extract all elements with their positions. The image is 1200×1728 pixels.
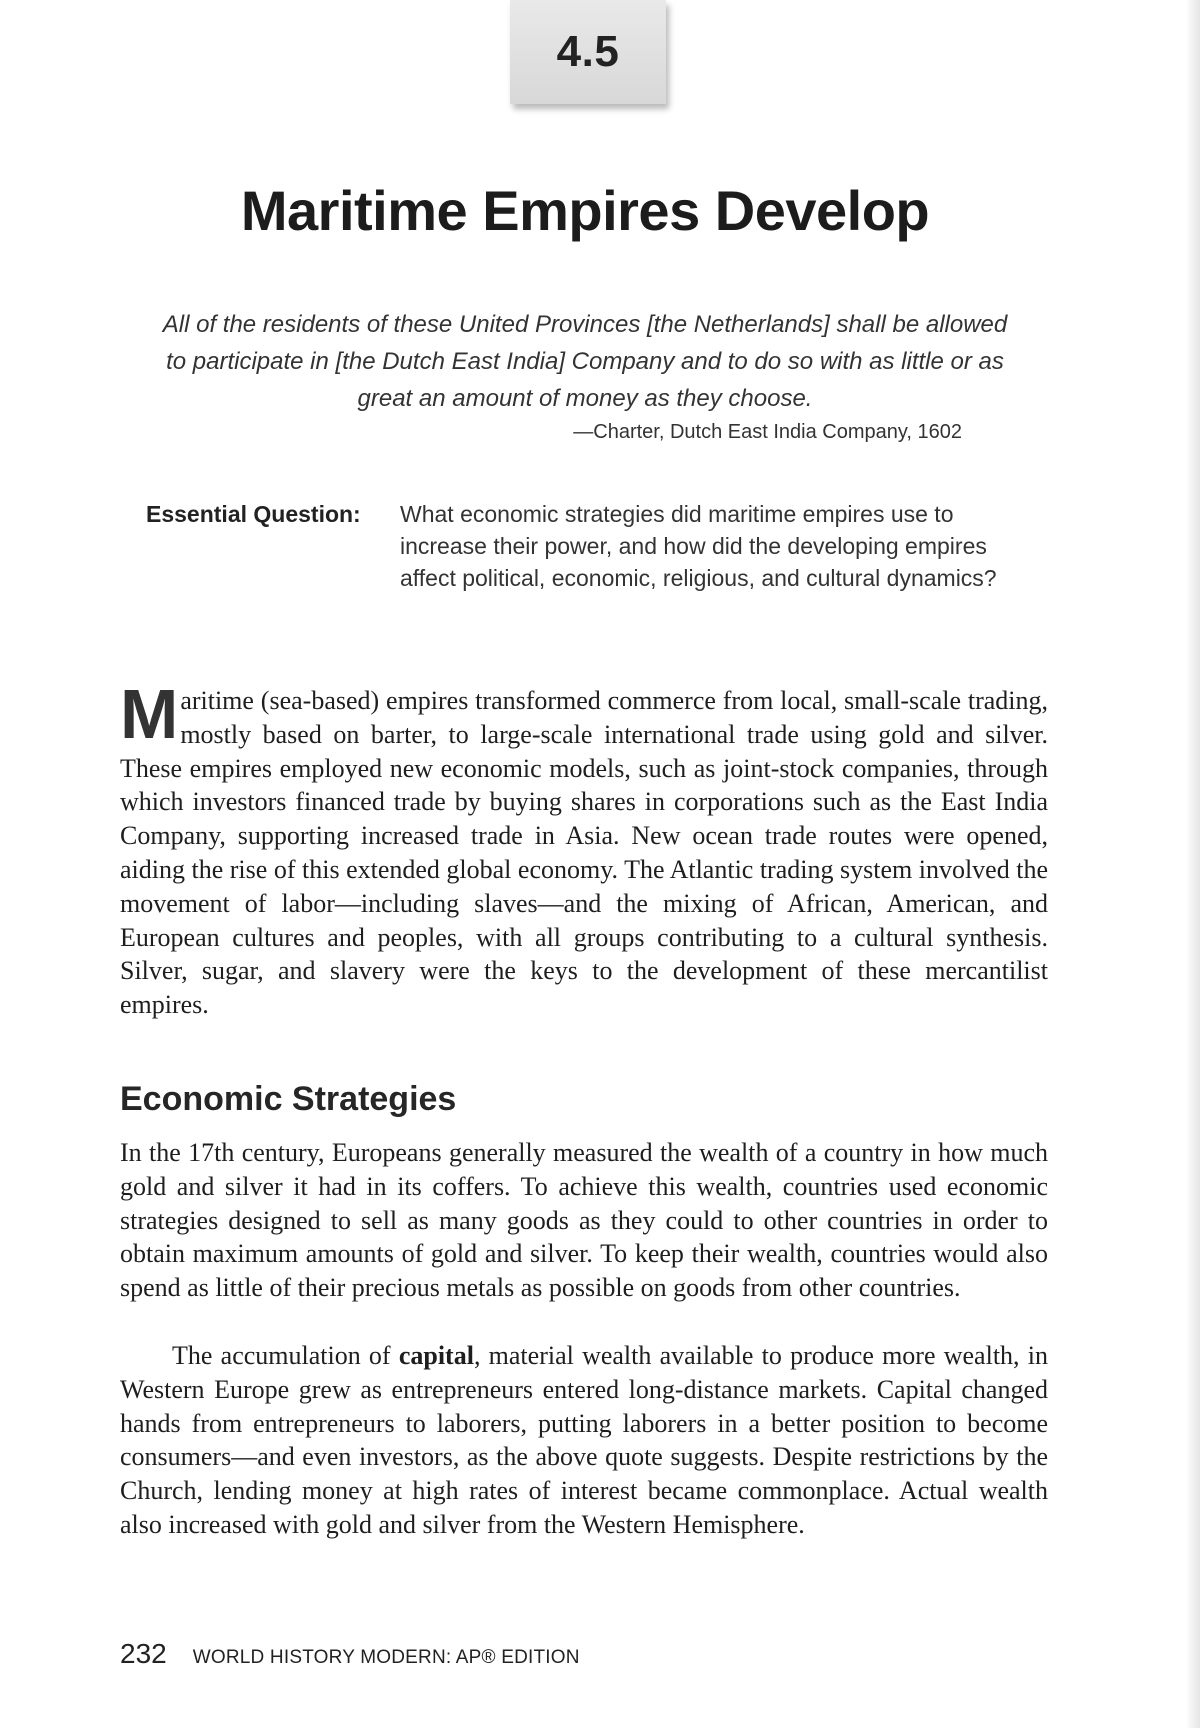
section-number: 4.5 xyxy=(556,27,620,76)
page-footer xyxy=(120,1638,580,1670)
drop-cap: M xyxy=(120,675,179,753)
section-heading: Economic Strategies xyxy=(120,1080,457,1118)
epigraph-quote: All of the residents of these United Provinces [the Netherlands] shall be allowed to participate in [the Dutch East India] Company and to do so with as little or as great an amount of money as they choose. xyxy=(162,311,1008,412)
section-tab xyxy=(510,0,666,104)
essential-question-label: Essential Question: xyxy=(146,501,361,527)
epigraph xyxy=(150,306,1020,444)
epigraph-source: —Charter, Dutch East India Company, 1602 xyxy=(573,421,962,443)
intro-text: aritime (sea-based) empires transformed commerce from local, small-scale trading, mostly based on barter, to large-scale international trade using gold and silver. These empires employed new economic models, such as joint-stock companies, through which investors financed trade by buying shares in corporations such as the East India Company, supporting increased trade in Asia. New ocean trade routes were opened, aiding the rise of this extended global economy. The Atlantic trading system involved the movement of labor—including slaves—and the mixing of African, American, and European cultures and peoples, with all groups contributing to a cultural synthesis. Silver, sugar, and slavery were the keys to the development of these mercantilist empires. xyxy=(120,686,1048,1020)
page-edge-shadow xyxy=(1186,0,1200,1728)
essential-question xyxy=(146,498,1016,594)
paragraph-2-rest: , material wealth available to produce more wealth, in Western Europe grew as entrepreneurs entered long-distance markets. Capital changed hands from entrepreneurs to laborers, putting laborers in a better position to become consumers—and even investors, as the above quote suggests. Despite restrictions by the Church, lending money at high rates of interest became commonplace. Actual wealth also increased with gold and silver from the Western Hemisphere. xyxy=(120,1341,1048,1539)
key-term-capital: capital xyxy=(398,1341,474,1370)
body-paragraph-2 xyxy=(120,1339,1048,1542)
paragraph-2-lead: The accumulation of xyxy=(172,1341,399,1370)
page-number: 232 xyxy=(120,1638,167,1669)
book-title: WORLD HISTORY MODERN: AP® EDITION xyxy=(192,1647,580,1668)
essential-question-text: What economic strategies did maritime empires use to increase their power, and how did the developing empires affect political, economic, religious, and cultural dynamics? xyxy=(400,501,997,591)
body-paragraph-1: In the 17th century, Europeans generally measured the wealth of a country in how much gold and silver it had in its coffers. To achieve this wealth, countries used economic strategies designed to sell as many goods as they could to other countries in order to obtain maximum amounts of gold and silver. To keep their wealth, countries would also spend as little of their precious metals as possible on goods from other countries. xyxy=(120,1138,1048,1303)
chapter-title: Maritime Empires Develop xyxy=(240,179,930,242)
intro-paragraph xyxy=(120,675,1048,1022)
